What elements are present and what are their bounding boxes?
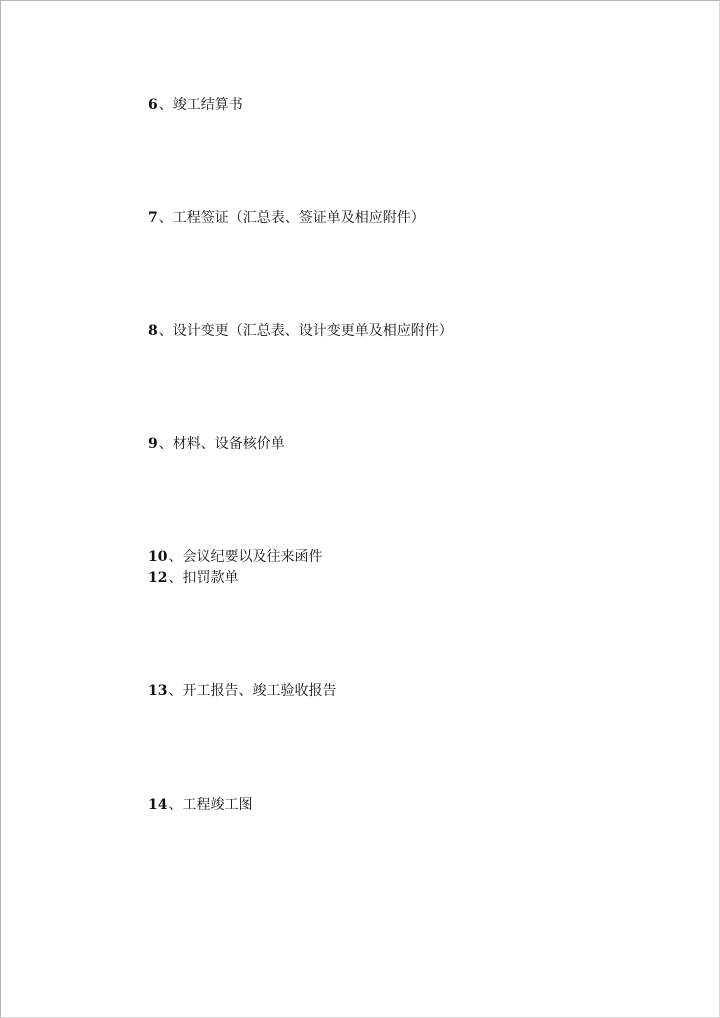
item-text: 设计变更（汇总表、设计变更单及相应附件） — [172, 323, 453, 339]
list-item-12 — [148, 568, 238, 588]
item-number: 8 — [148, 323, 158, 339]
item-separator: 、 — [168, 549, 183, 565]
item-separator: 、 — [158, 97, 173, 113]
item-number: 9 — [148, 436, 158, 452]
item-number: 14 — [148, 797, 168, 813]
list-item-8 — [148, 321, 453, 341]
item-text: 工程签证（汇总表、签证单及相应附件） — [172, 210, 425, 226]
list-item-7 — [148, 208, 425, 228]
item-number: 6 — [148, 97, 158, 113]
list-item-9 — [148, 434, 285, 454]
item-text: 竣工结算书 — [172, 97, 243, 113]
item-separator: 、 — [168, 797, 183, 813]
item-number: 7 — [148, 210, 158, 226]
item-number: 13 — [148, 683, 168, 699]
list-item-6 — [148, 95, 243, 115]
item-number: 12 — [148, 570, 168, 586]
item-separator: 、 — [158, 436, 173, 452]
list-item-10 — [148, 547, 322, 567]
item-text: 扣罚款单 — [182, 570, 239, 586]
item-text: 工程竣工图 — [182, 797, 253, 813]
item-separator: 、 — [168, 683, 183, 699]
list-item-14 — [148, 795, 252, 815]
list-item-13 — [148, 681, 336, 701]
item-text: 开工报告、竣工验收报告 — [182, 683, 337, 699]
item-text: 会议纪要以及往来函件 — [182, 549, 323, 565]
item-separator: 、 — [158, 210, 173, 226]
item-text: 材料、设备核价单 — [172, 436, 285, 452]
item-separator: 、 — [168, 570, 183, 586]
item-number: 10 — [148, 549, 168, 565]
item-separator: 、 — [158, 323, 173, 339]
